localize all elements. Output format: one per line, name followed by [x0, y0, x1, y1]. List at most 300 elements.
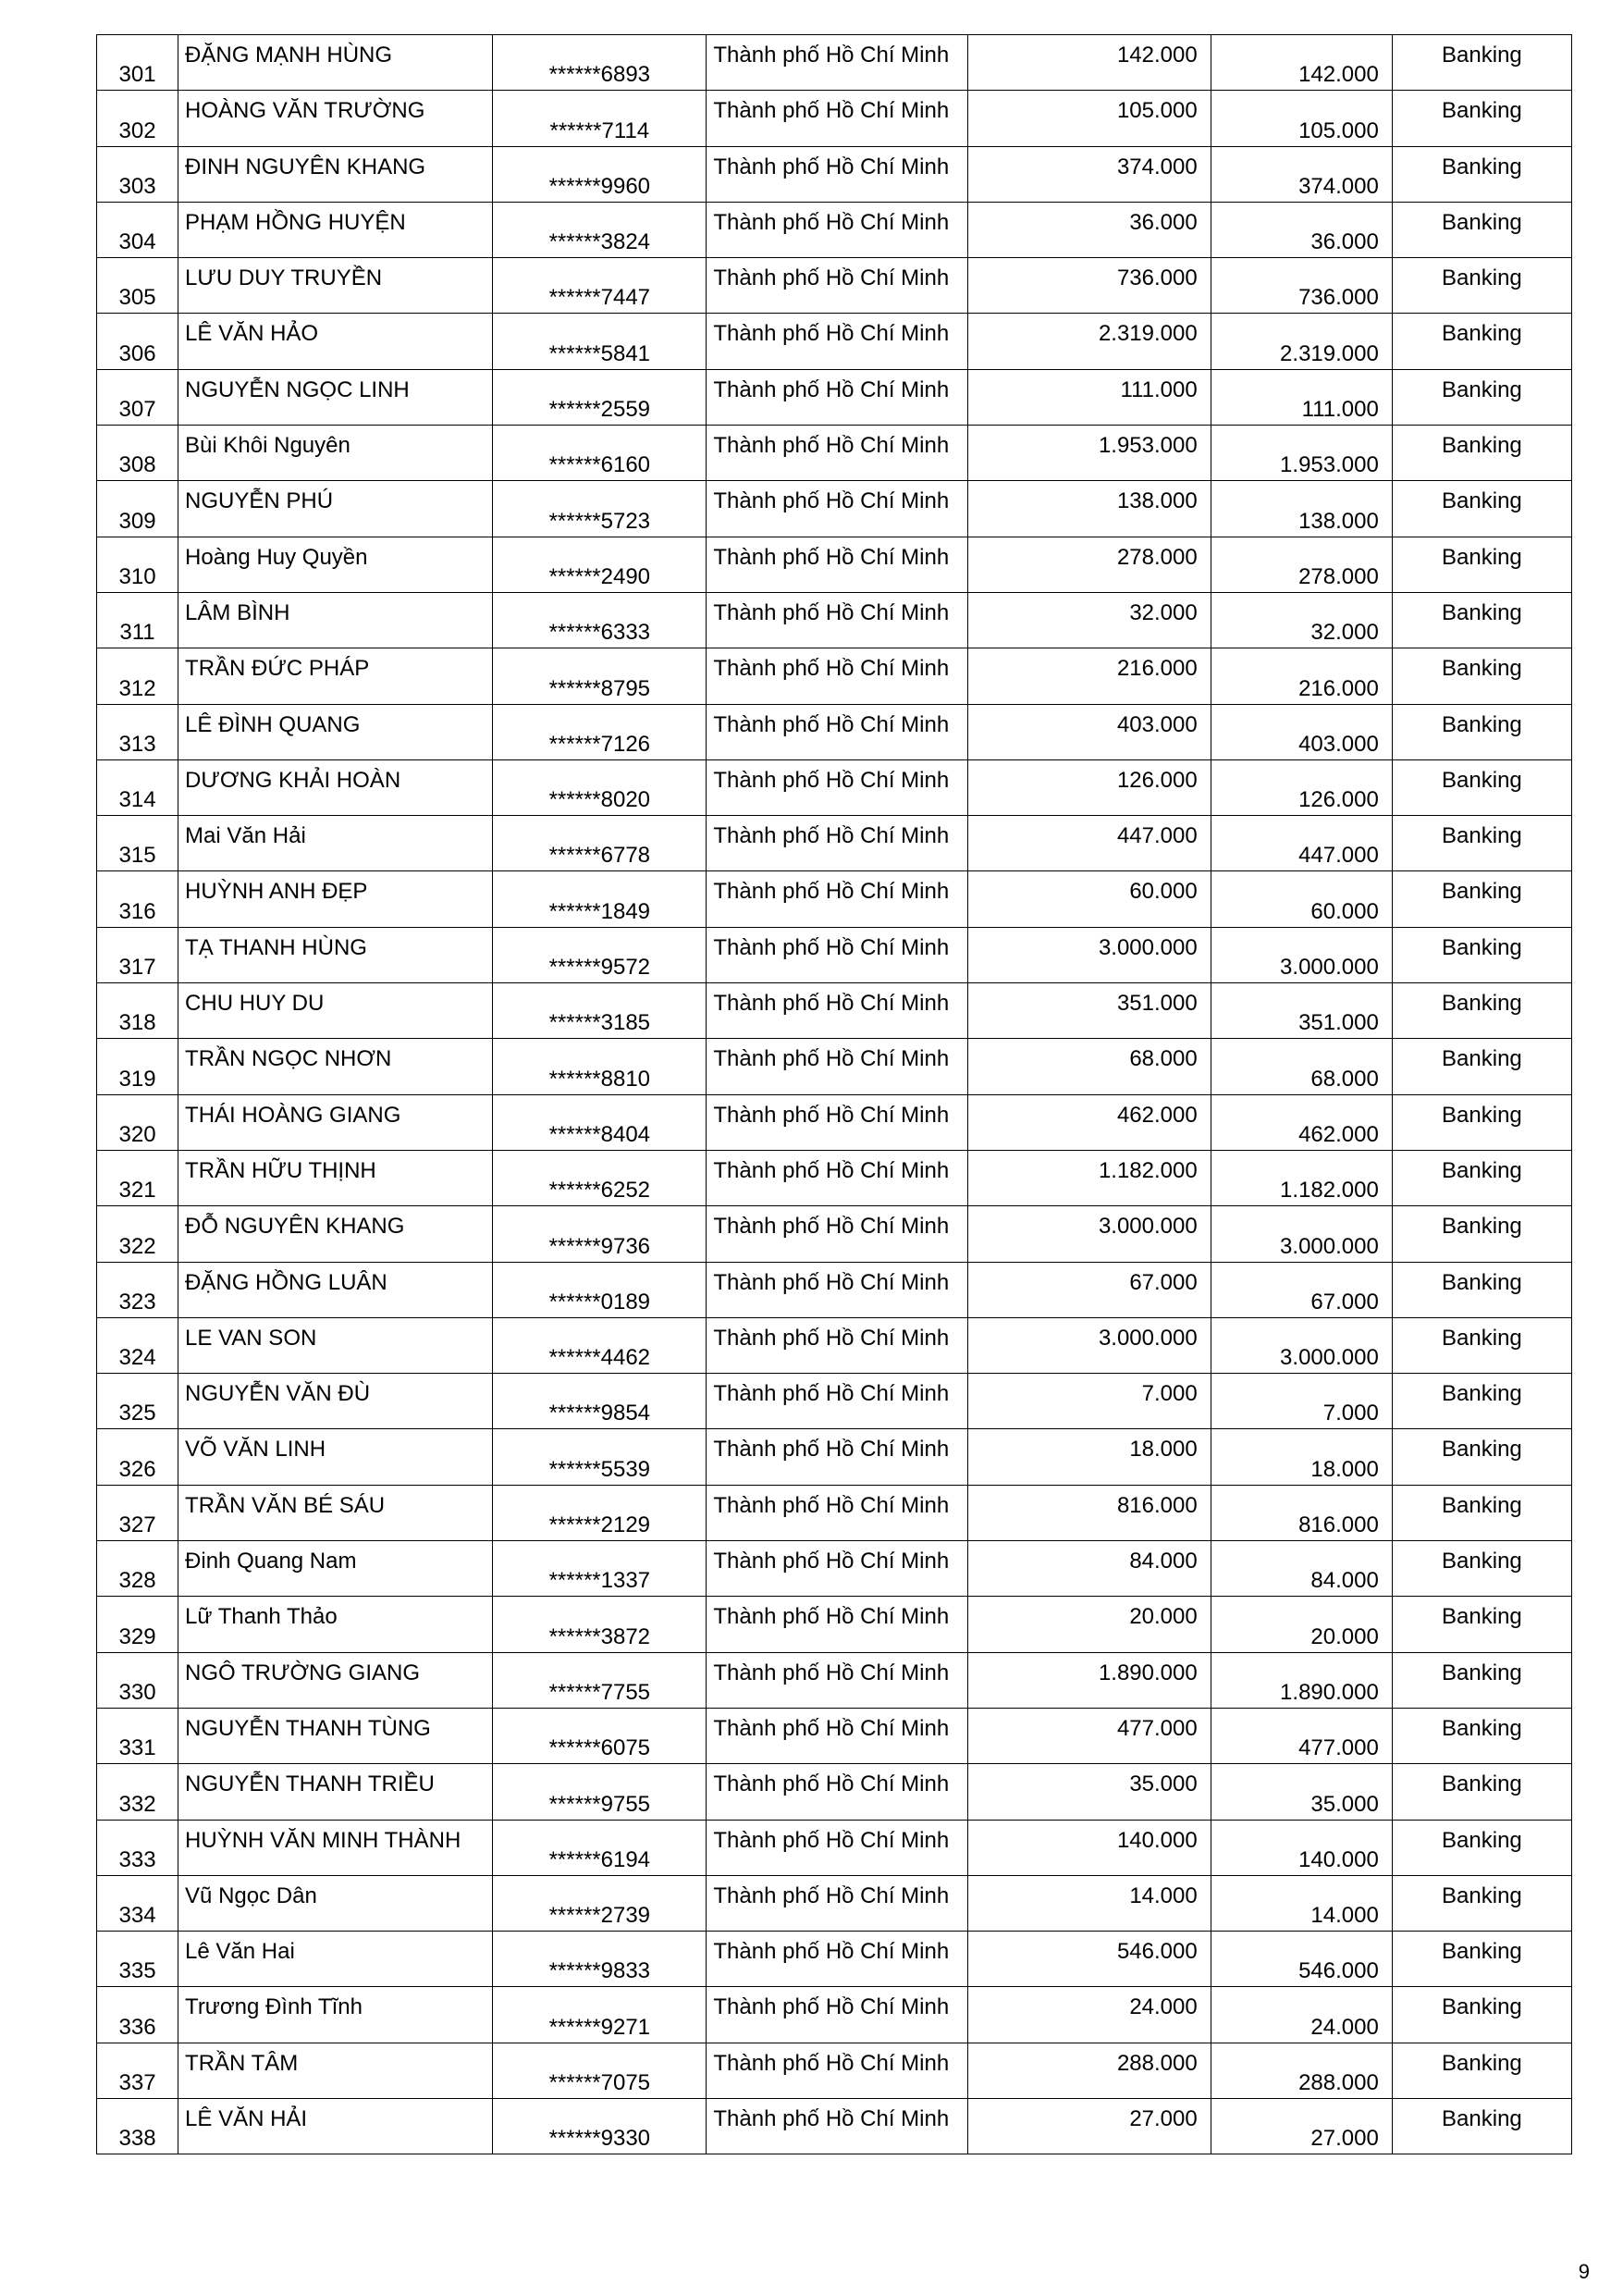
- donor-name-cell: [178, 648, 493, 704]
- donor-name-cell: [178, 91, 493, 146]
- donor-name-cell-text: NGUYỄN PHÚ: [185, 488, 334, 514]
- donor-name-cell: [178, 759, 493, 815]
- city-cell: [707, 2043, 967, 2098]
- account-cell: [493, 2043, 707, 2098]
- account-cell-text: ******2559: [548, 397, 651, 423]
- account-cell-text: ******7447: [548, 285, 651, 311]
- table-row: [97, 1429, 1572, 1485]
- account-cell-text: ******0189: [548, 1289, 651, 1315]
- city-cell: [707, 1317, 967, 1373]
- row-number-cell-text: 316: [118, 898, 156, 924]
- row-number-cell: [97, 1429, 178, 1485]
- table-row: [97, 983, 1572, 1039]
- total-cell: [1211, 1932, 1392, 1987]
- amount-cell-text: 18.000: [1129, 1437, 1198, 1463]
- payment-method-cell-text: Banking: [1442, 599, 1522, 625]
- payment-method-cell: [1392, 1652, 1571, 1708]
- table-row: [97, 816, 1572, 871]
- donor-name-cell: [178, 202, 493, 257]
- city-cell: [707, 91, 967, 146]
- donor-name-cell-text: TẠ THANH HÙNG: [185, 934, 367, 960]
- total-cell-text: 374.000: [1298, 173, 1379, 199]
- table-row: [97, 648, 1572, 704]
- city-cell-text: Thành phố Hồ Chí Minh: [713, 1715, 950, 1741]
- donor-name-cell: [178, 1875, 493, 1931]
- city-cell: [707, 1820, 967, 1875]
- total-cell: [1211, 1039, 1392, 1094]
- amount-cell: [967, 1150, 1211, 1205]
- donor-name-cell: [178, 1485, 493, 1540]
- row-number-cell-text: 313: [118, 731, 156, 757]
- city-cell-text: Thành phố Hồ Chí Minh: [713, 1660, 950, 1685]
- total-cell-text: 36.000: [1310, 229, 1379, 255]
- city-cell: [707, 1932, 967, 1987]
- payment-method-cell-text: Banking: [1442, 433, 1522, 459]
- donor-name-cell-text: CHU HUY DU: [185, 991, 325, 1017]
- city-cell: [707, 592, 967, 648]
- city-cell: [707, 704, 967, 759]
- account-cell: [493, 1541, 707, 1597]
- amount-cell: [967, 1597, 1211, 1652]
- donor-name-cell-text: NGUYỄN VĂN ĐÙ: [185, 1381, 371, 1407]
- amount-cell-text: 142.000: [1116, 43, 1198, 68]
- donor-name-cell: [178, 983, 493, 1039]
- row-number-cell: [97, 1597, 178, 1652]
- amount-cell-text: 84.000: [1129, 1549, 1198, 1574]
- total-cell: [1211, 314, 1392, 369]
- total-cell: [1211, 592, 1392, 648]
- amount-cell: [967, 1541, 1211, 1597]
- amount-cell: [967, 314, 1211, 369]
- row-number-cell-text: 311: [119, 620, 155, 646]
- row-number-cell-text: 330: [118, 1679, 156, 1705]
- donor-name-cell-text: LÊ VĂN HẢI: [185, 2105, 308, 2131]
- total-cell: [1211, 1150, 1392, 1205]
- donor-name-cell-text: TRẦN NGỌC NHƠN: [185, 1046, 392, 1072]
- city-cell: [707, 1094, 967, 1150]
- payment-method-cell-text: Banking: [1442, 1882, 1522, 1908]
- account-cell: [493, 1429, 707, 1485]
- account-cell-text: ******5841: [548, 340, 651, 366]
- donor-name-cell-text: NGUYỄN THANH TRIỀU: [185, 1771, 435, 1797]
- city-cell-text: Thành phố Hồ Chí Minh: [713, 1214, 950, 1240]
- amount-cell-text: 1.182.000: [1098, 1157, 1198, 1183]
- payment-method-cell: [1392, 1039, 1571, 1094]
- row-number-cell: [97, 1317, 178, 1373]
- amount-cell: [967, 1485, 1211, 1540]
- donor-name-cell: [178, 1764, 493, 1820]
- donor-name-cell-text: Đinh Quang Nam: [185, 1549, 357, 1574]
- account-cell: [493, 35, 707, 91]
- donor-name-cell-text: LE VAN SON: [185, 1325, 317, 1351]
- account-cell: [493, 983, 707, 1039]
- total-cell-text: 68.000: [1310, 1066, 1379, 1092]
- total-cell: [1211, 1262, 1392, 1317]
- total-cell: [1211, 1317, 1392, 1373]
- account-cell: [493, 314, 707, 369]
- row-number-cell: [97, 2043, 178, 2098]
- payment-method-cell-text: Banking: [1442, 991, 1522, 1017]
- city-cell: [707, 816, 967, 871]
- donor-name-cell-text: ĐẶNG HỒNG LUÂN: [185, 1269, 387, 1295]
- city-cell: [707, 426, 967, 481]
- row-number-cell: [97, 1541, 178, 1597]
- row-number-cell-text: 314: [118, 787, 156, 813]
- city-cell: [707, 759, 967, 815]
- payment-method-cell-text: Banking: [1442, 1214, 1522, 1240]
- city-cell: [707, 1708, 967, 1763]
- payment-method-cell: [1392, 1875, 1571, 1931]
- table-row: [97, 1262, 1572, 1317]
- row-number-cell-text: 333: [118, 1846, 156, 1872]
- city-cell: [707, 1597, 967, 1652]
- amount-cell-text: 462.000: [1116, 1102, 1198, 1128]
- account-cell-text: ******8795: [548, 675, 651, 701]
- total-cell: [1211, 816, 1392, 871]
- account-cell-text: ******8810: [548, 1066, 651, 1092]
- account-cell: [493, 1597, 707, 1652]
- account-cell-text: ******4462: [548, 1345, 651, 1371]
- account-cell-text: ******5539: [548, 1456, 651, 1482]
- donor-name-cell: [178, 1987, 493, 2043]
- payment-method-cell: [1392, 927, 1571, 982]
- payment-method-cell-text: Banking: [1442, 1046, 1522, 1072]
- amount-cell-text: 3.000.000: [1098, 1214, 1198, 1240]
- table-row: [97, 1764, 1572, 1820]
- account-cell-text: ******9271: [548, 2014, 651, 2040]
- row-number-cell-text: 317: [118, 955, 156, 981]
- total-cell-text: 35.000: [1310, 1791, 1379, 1817]
- amount-cell: [967, 35, 1211, 91]
- row-number-cell-text: 336: [118, 2014, 156, 2040]
- row-number-cell: [97, 983, 178, 1039]
- city-cell-text: Thành phố Hồ Chí Minh: [713, 2105, 950, 2131]
- amount-cell-text: 3.000.000: [1098, 1325, 1198, 1351]
- total-cell-text: 3.000.000: [1280, 1345, 1379, 1371]
- total-cell: [1211, 426, 1392, 481]
- payment-method-cell: [1392, 426, 1571, 481]
- account-cell: [493, 1932, 707, 1987]
- total-cell-text: 32.000: [1310, 620, 1379, 646]
- city-cell-text: Thành phố Hồ Chí Minh: [713, 1381, 950, 1407]
- city-cell: [707, 2098, 967, 2154]
- donor-name-cell-text: NGUYỄN THANH TÙNG: [185, 1715, 431, 1741]
- payment-method-cell-text: Banking: [1442, 43, 1522, 68]
- row-number-cell: [97, 1150, 178, 1205]
- row-number-cell-text: 315: [118, 843, 156, 869]
- donor-name-cell: [178, 592, 493, 648]
- total-cell: [1211, 1206, 1392, 1262]
- row-number-cell: [97, 1987, 178, 2043]
- row-number-cell-text: 308: [118, 452, 156, 478]
- amount-cell-text: 126.000: [1116, 767, 1198, 793]
- city-cell-text: Thành phố Hồ Chí Minh: [713, 1994, 950, 2020]
- payment-method-cell: [1392, 91, 1571, 146]
- account-cell: [493, 871, 707, 927]
- city-cell-text: Thành phố Hồ Chí Minh: [713, 1157, 950, 1183]
- amount-cell: [967, 202, 1211, 257]
- total-cell: [1211, 1987, 1392, 2043]
- total-cell-text: 14.000: [1310, 1903, 1379, 1929]
- row-number-cell-text: 318: [118, 1010, 156, 1036]
- amount-cell: [967, 927, 1211, 982]
- amount-cell: [967, 704, 1211, 759]
- city-cell-text: Thành phố Hồ Chí Minh: [713, 1325, 950, 1351]
- account-cell: [493, 816, 707, 871]
- amount-cell-text: 68.000: [1129, 1046, 1198, 1072]
- account-cell: [493, 927, 707, 982]
- table-row: [97, 871, 1572, 927]
- payment-method-cell: [1392, 1262, 1571, 1317]
- city-cell-text: Thành phố Hồ Chí Minh: [713, 711, 950, 737]
- table-row: [97, 1541, 1572, 1597]
- city-cell: [707, 1429, 967, 1485]
- donor-name-cell-text: TRẦN HỮU THỊNH: [185, 1157, 376, 1183]
- city-cell-text: Thành phố Hồ Chí Minh: [713, 376, 950, 402]
- amount-cell: [967, 1652, 1211, 1708]
- donor-name-cell: [178, 816, 493, 871]
- amount-cell-text: 7.000: [1141, 1381, 1198, 1407]
- total-cell-text: 216.000: [1298, 675, 1379, 701]
- total-cell-text: 105.000: [1298, 117, 1379, 143]
- account-cell: [493, 426, 707, 481]
- account-cell: [493, 1987, 707, 2043]
- donor-name-cell-text: Mai Văn Hải: [185, 823, 306, 849]
- table-row: [97, 927, 1572, 982]
- payment-method-cell: [1392, 592, 1571, 648]
- donor-name-cell: [178, 2098, 493, 2154]
- donor-name-cell: [178, 1708, 493, 1763]
- row-number-cell-text: 325: [118, 1401, 156, 1426]
- city-cell-text: Thành phố Hồ Chí Minh: [713, 1939, 950, 1965]
- total-cell-text: 462.000: [1298, 1121, 1379, 1147]
- row-number-cell-text: 327: [118, 1512, 156, 1538]
- payment-method-cell: [1392, 369, 1571, 425]
- total-cell-text: 351.000: [1298, 1010, 1379, 1036]
- donor-name-cell-text: PHẠM HỒNG HUYỆN: [185, 209, 406, 235]
- city-cell: [707, 1039, 967, 1094]
- row-number-cell-text: 305: [118, 285, 156, 311]
- payment-method-cell-text: Banking: [1442, 488, 1522, 514]
- account-cell: [493, 1652, 707, 1708]
- amount-cell: [967, 369, 1211, 425]
- donation-table-body: [97, 35, 1572, 2154]
- donor-name-cell-text: LÊ VĂN HẢO: [185, 321, 319, 347]
- city-cell: [707, 1485, 967, 1540]
- donor-name-cell: [178, 927, 493, 982]
- account-cell: [493, 2098, 707, 2154]
- donation-table: [96, 34, 1572, 2154]
- amount-cell: [967, 258, 1211, 314]
- table-row: [97, 1094, 1572, 1150]
- table-row: [97, 1652, 1572, 1708]
- donor-name-cell-text: NGÔ TRƯỜNG GIANG: [185, 1660, 421, 1685]
- account-cell-text: ******3185: [548, 1010, 651, 1036]
- donor-name-cell: [178, 871, 493, 927]
- total-cell-text: 447.000: [1298, 843, 1379, 869]
- city-cell-text: Thành phố Hồ Chí Minh: [713, 321, 950, 347]
- payment-method-cell: [1392, 1764, 1571, 1820]
- row-number-cell-text: 322: [118, 1233, 156, 1259]
- amount-cell-text: 477.000: [1116, 1715, 1198, 1741]
- payment-method-cell: [1392, 704, 1571, 759]
- account-cell: [493, 1485, 707, 1540]
- table-row: [97, 369, 1572, 425]
- account-cell: [493, 1764, 707, 1820]
- row-number-cell: [97, 146, 178, 202]
- payment-method-cell-text: Banking: [1442, 376, 1522, 402]
- amount-cell-text: 403.000: [1116, 711, 1198, 737]
- city-cell-text: Thành phố Hồ Chí Minh: [713, 1046, 950, 1072]
- city-cell: [707, 871, 967, 927]
- payment-method-cell-text: Banking: [1442, 656, 1522, 682]
- row-number-cell-text: 326: [118, 1456, 156, 1482]
- city-cell-text: Thành phố Hồ Chí Minh: [713, 934, 950, 960]
- amount-cell: [967, 537, 1211, 592]
- amount-cell-text: 105.000: [1116, 98, 1198, 124]
- donor-name-cell-text: HOÀNG VĂN TRƯỜNG: [185, 98, 425, 124]
- total-cell-text: 140.000: [1298, 1846, 1379, 1872]
- total-cell-text: 142.000: [1298, 62, 1379, 88]
- donor-name-cell: [178, 426, 493, 481]
- row-number-cell-text: 329: [118, 1623, 156, 1649]
- payment-method-cell-text: Banking: [1442, 1549, 1522, 1574]
- amount-cell: [967, 146, 1211, 202]
- payment-method-cell-text: Banking: [1442, 711, 1522, 737]
- payment-method-cell-text: Banking: [1442, 1939, 1522, 1965]
- account-cell: [493, 1374, 707, 1429]
- row-number-cell: [97, 481, 178, 537]
- row-number-cell-text: 328: [118, 1568, 156, 1594]
- account-cell: [493, 369, 707, 425]
- table-row: [97, 202, 1572, 257]
- city-cell-text: Thành phố Hồ Chí Minh: [713, 656, 950, 682]
- row-number-cell-text: 321: [118, 1178, 156, 1204]
- donor-name-cell: [178, 1820, 493, 1875]
- row-number-cell: [97, 1094, 178, 1150]
- city-cell-text: Thành phố Hồ Chí Minh: [713, 265, 950, 291]
- city-cell-text: Thành phố Hồ Chí Minh: [713, 433, 950, 459]
- total-cell: [1211, 202, 1392, 257]
- payment-method-cell: [1392, 202, 1571, 257]
- table-row: [97, 258, 1572, 314]
- city-cell: [707, 1206, 967, 1262]
- account-cell: [493, 1317, 707, 1373]
- account-cell-text: ******6075: [548, 1735, 651, 1761]
- total-cell: [1211, 2098, 1392, 2154]
- payment-method-cell: [1392, 816, 1571, 871]
- payment-method-cell: [1392, 1374, 1571, 1429]
- total-cell-text: 138.000: [1298, 508, 1379, 534]
- total-cell-text: 278.000: [1298, 563, 1379, 589]
- row-number-cell-text: 337: [118, 2069, 156, 2095]
- total-cell: [1211, 1820, 1392, 1875]
- amount-cell: [967, 816, 1211, 871]
- amount-cell: [967, 426, 1211, 481]
- total-cell: [1211, 1597, 1392, 1652]
- row-number-cell-text: 302: [118, 117, 156, 143]
- amount-cell: [967, 2098, 1211, 2154]
- payment-method-cell: [1392, 314, 1571, 369]
- amount-cell-text: 3.000.000: [1098, 934, 1198, 960]
- donor-name-cell: [178, 146, 493, 202]
- amount-cell-text: 351.000: [1116, 991, 1198, 1017]
- amount-cell-text: 288.000: [1116, 2050, 1198, 2076]
- city-cell: [707, 369, 967, 425]
- city-cell-text: Thành phố Hồ Chí Minh: [713, 1269, 950, 1295]
- account-cell-text: ******7075: [548, 2069, 651, 2095]
- city-cell-text: Thành phố Hồ Chí Minh: [713, 991, 950, 1017]
- donor-name-cell-text: ĐINH NGUYÊN KHANG: [185, 154, 426, 179]
- donor-name-cell-text: HUỲNH VĂN MINH THÀNH: [185, 1827, 461, 1853]
- total-cell: [1211, 1764, 1392, 1820]
- payment-method-cell-text: Banking: [1442, 767, 1522, 793]
- city-cell: [707, 537, 967, 592]
- account-cell: [493, 258, 707, 314]
- total-cell-text: 477.000: [1298, 1735, 1379, 1761]
- payment-method-cell-text: Banking: [1442, 934, 1522, 960]
- table-row: [97, 481, 1572, 537]
- total-cell: [1211, 1708, 1392, 1763]
- total-cell: [1211, 537, 1392, 592]
- total-cell-text: 1.890.000: [1280, 1679, 1379, 1705]
- total-cell: [1211, 871, 1392, 927]
- donor-name-cell: [178, 258, 493, 314]
- donor-name-cell-text: Vũ Ngọc Dân: [185, 1882, 317, 1908]
- total-cell-text: 7.000: [1322, 1401, 1379, 1426]
- amount-cell: [967, 1374, 1211, 1429]
- amount-cell: [967, 871, 1211, 927]
- row-number-cell-text: 306: [118, 340, 156, 366]
- account-cell-text: ******9755: [548, 1791, 651, 1817]
- payment-method-cell: [1392, 983, 1571, 1039]
- row-number-cell: [97, 592, 178, 648]
- total-cell-text: 3.000.000: [1280, 1233, 1379, 1259]
- row-number-cell: [97, 426, 178, 481]
- account-cell: [493, 1875, 707, 1931]
- table-row: [97, 1485, 1572, 1540]
- donor-name-cell-text: Bùi Khôi Nguyên: [185, 433, 350, 459]
- row-number-cell-text: 323: [118, 1289, 156, 1315]
- row-number-cell: [97, 1764, 178, 1820]
- donor-name-cell: [178, 1374, 493, 1429]
- amount-cell: [967, 1764, 1211, 1820]
- row-number-cell-text: 309: [118, 508, 156, 534]
- account-cell-text: ******9736: [548, 1233, 651, 1259]
- payment-method-cell-text: Banking: [1442, 2050, 1522, 2076]
- amount-cell: [967, 1317, 1211, 1373]
- payment-method-cell: [1392, 537, 1571, 592]
- payment-method-cell-text: Banking: [1442, 154, 1522, 179]
- payment-method-cell-text: Banking: [1442, 209, 1522, 235]
- city-cell-text: Thành phố Hồ Chí Minh: [713, 1604, 950, 1630]
- table-row: [97, 314, 1572, 369]
- account-cell: [493, 1820, 707, 1875]
- account-cell-text: ******2739: [548, 1903, 651, 1929]
- total-cell-text: 736.000: [1298, 285, 1379, 311]
- city-cell: [707, 1652, 967, 1708]
- payment-method-cell-text: Banking: [1442, 321, 1522, 347]
- city-cell-text: Thành phố Hồ Chí Minh: [713, 1771, 950, 1797]
- donor-name-cell-text: HUỲNH ANH ĐẸP: [185, 879, 368, 905]
- payment-method-cell: [1392, 648, 1571, 704]
- amount-cell: [967, 1987, 1211, 2043]
- amount-cell-text: 736.000: [1116, 265, 1198, 291]
- donor-name-cell: [178, 1541, 493, 1597]
- row-number-cell-text: 324: [118, 1345, 156, 1371]
- row-number-cell-text: 332: [118, 1791, 156, 1817]
- amount-cell: [967, 592, 1211, 648]
